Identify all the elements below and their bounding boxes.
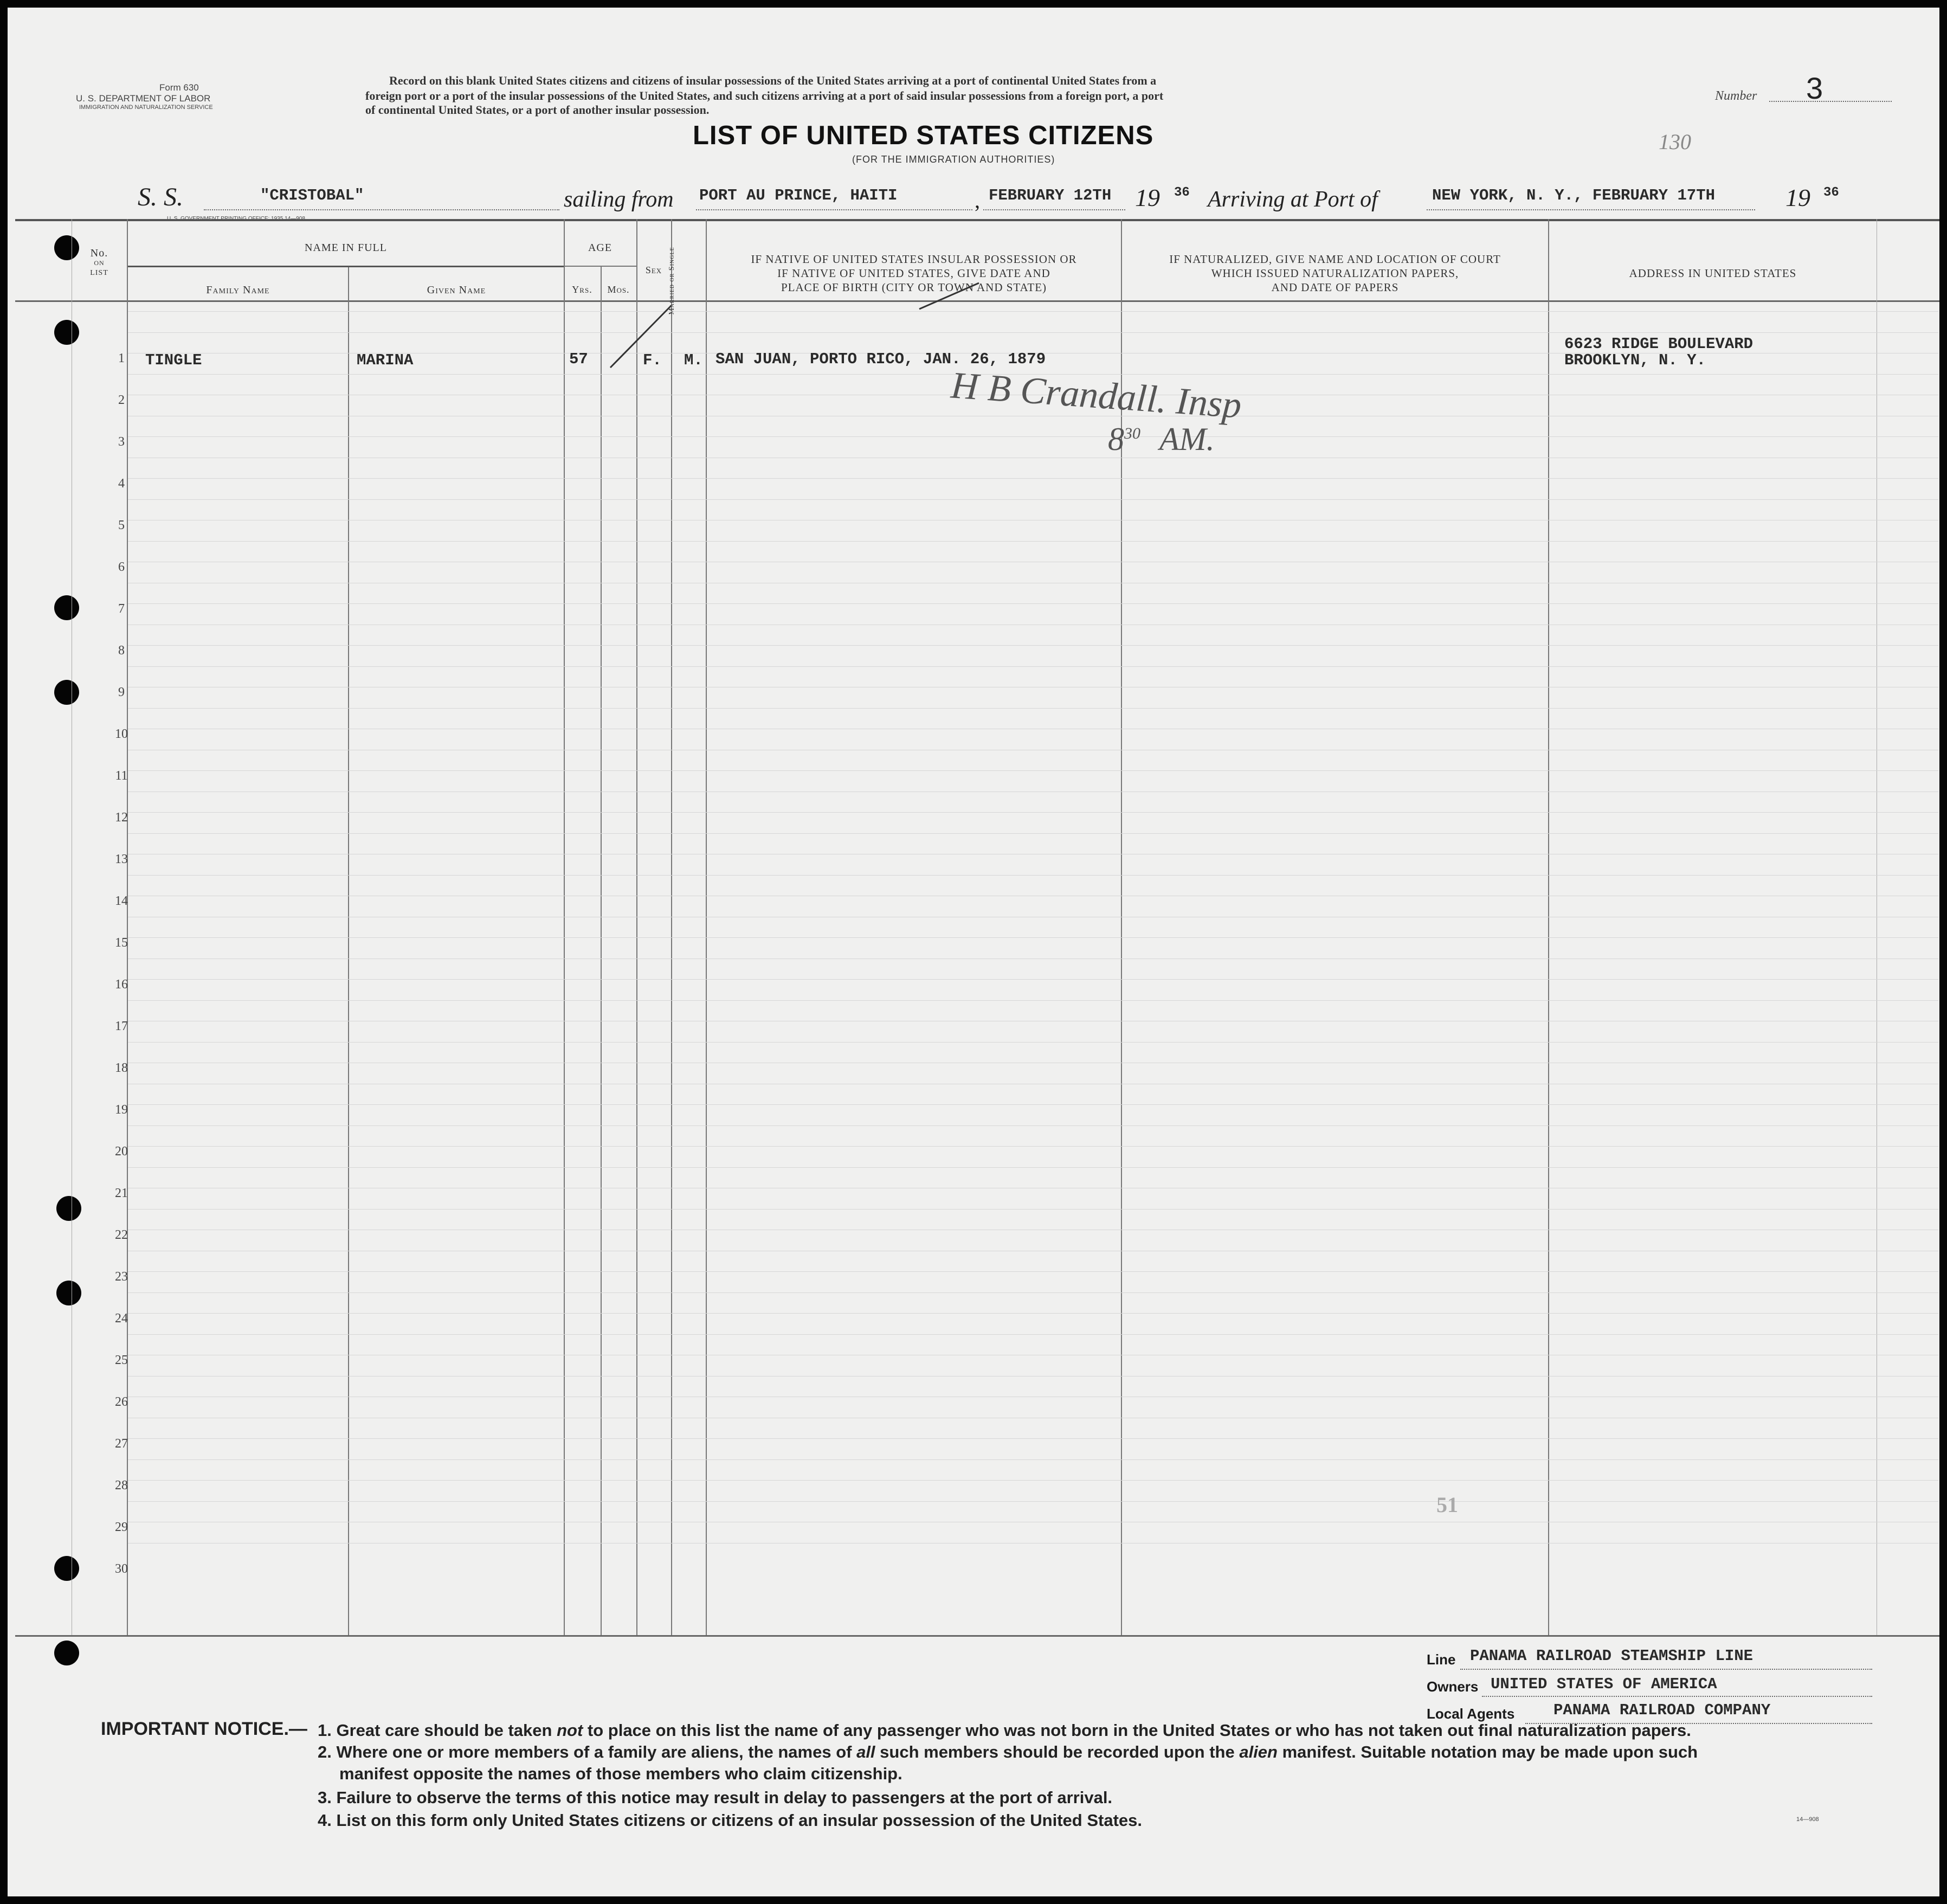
printing-office-note: U. S. GOVERNMENT PRINTING OFFICE: 1935 14—908: [167, 216, 305, 222]
agents-value: PANAMA RAILROAD COMPANY: [1553, 1701, 1771, 1719]
inspection-time-minutes: 30: [1124, 424, 1140, 442]
manifest-page: [8, 8, 1939, 1896]
entry-age-yrs: 57: [569, 350, 588, 368]
row-number: 22: [115, 1228, 128, 1242]
agents-label: Local Agents: [1427, 1706, 1515, 1722]
header-no: No.: [90, 247, 108, 259]
notice-2-num: 2.: [318, 1742, 332, 1761]
row-number: 8: [118, 644, 125, 658]
arrival-port-date: NEW YORK, N. Y., FEBRUARY 17TH: [1432, 186, 1716, 204]
notice-item-1: [318, 1721, 1691, 1740]
notice-1-emphasis: not: [557, 1721, 583, 1740]
sail-date: FEBRUARY 12TH: [989, 186, 1112, 204]
header-native-line3: PLACE OF BIRTH (CITY OR TOWN AND STATE): [781, 281, 1047, 294]
header-yrs: Yrs.: [572, 284, 592, 295]
entry-sex: F.: [643, 351, 662, 369]
row-number: 11: [115, 769, 128, 783]
row-number: 2: [118, 393, 125, 407]
header-sex: Sex: [645, 265, 662, 275]
row-number: 27: [115, 1437, 128, 1451]
notice-2-text-a: Where one or more members of a family are aliens, the names of: [336, 1742, 857, 1761]
form-code: 14—908: [1796, 1816, 1819, 1823]
number-label: Number: [1715, 89, 1757, 103]
arrival-year: 36: [1823, 185, 1839, 200]
notice-2-text-c: manifest. Suitable notation may be made upon such: [1278, 1742, 1698, 1761]
inspection-time: [1108, 421, 1215, 458]
notice-item-4: [318, 1811, 1142, 1830]
header-family-name: Family Name: [206, 284, 270, 296]
entry-family-name: TINGLE: [145, 351, 202, 369]
page-title: LIST OF UNITED STATES CITIZENS: [693, 121, 1154, 150]
row-number: 5: [118, 518, 125, 532]
line-value: PANAMA RAILROAD STEAMSHIP LINE: [1470, 1647, 1753, 1665]
notice-3-num: 3.: [318, 1788, 332, 1807]
header-mos: Mos.: [607, 284, 630, 295]
row-number: 18: [115, 1061, 128, 1075]
department-name: U. S. DEPARTMENT OF LABOR: [76, 93, 211, 104]
line-underline: [1460, 1669, 1872, 1670]
pen-stroke: [610, 306, 671, 368]
ship-name: "CRISTOBAL": [260, 186, 364, 204]
row-number: 15: [115, 936, 128, 950]
form-number: Form 630: [159, 82, 199, 93]
row-number: 13: [115, 852, 128, 866]
line-label: Line: [1427, 1651, 1456, 1668]
pen-stroke: [919, 283, 979, 309]
row-number: 14: [115, 894, 128, 908]
row-number: 29: [115, 1520, 128, 1534]
header-naturalized-line2: WHICH ISSUED NATURALIZATION PAPERS,: [1211, 267, 1459, 280]
owners-label: Owners: [1427, 1678, 1479, 1695]
header-address: ADDRESS IN UNITED STATES: [1629, 267, 1797, 280]
page-subtitle: (FOR THE IMMIGRATION AUTHORITIES): [852, 154, 1055, 165]
notice-1-text-a: Great care should be taken: [336, 1721, 557, 1740]
header-name-in-full: NAME IN FULL: [305, 242, 387, 254]
notice-2-text-b: such members should be recorded upon the: [875, 1742, 1240, 1761]
pen-strokes: [8, 8, 1939, 1896]
row-number: 24: [115, 1311, 128, 1326]
row-number: 28: [115, 1478, 128, 1493]
entry-marital: M.: [684, 351, 703, 369]
header-naturalized-line3: AND DATE OF PAPERS: [1271, 281, 1399, 294]
header-naturalized-line1: IF NATURALIZED, GIVE NAME AND LOCATION OF COURT: [1169, 253, 1501, 266]
row-number: 23: [115, 1270, 128, 1284]
notice-2-emphasis-1: all: [856, 1742, 875, 1761]
row-number: 7: [118, 602, 125, 616]
notice-item-3: [318, 1788, 1112, 1807]
header-married-or-single: Married or Single: [668, 247, 676, 315]
header-native-line2: IF NATIVE OF UNITED STATES, GIVE DATE AND: [777, 267, 1050, 280]
header-given-name: Given Name: [427, 284, 486, 296]
notice-1-num: 1.: [318, 1721, 332, 1740]
header-age: AGE: [588, 242, 613, 254]
entry-address-line2: BROOKLYN, N. Y.: [1564, 351, 1706, 369]
sail-year-prefix: 19: [1135, 184, 1160, 211]
row-number: 19: [115, 1103, 128, 1117]
row-number: 3: [118, 435, 125, 449]
header-list: LIST: [90, 269, 108, 277]
comma: ,: [975, 188, 980, 213]
row-number: 26: [115, 1395, 128, 1409]
service-name: IMMIGRATION AND NATURALIZATION SERVICE: [79, 104, 213, 111]
stamp-number: 51: [1436, 1493, 1458, 1517]
instructions-line-1: Record on this blank United States citizens and citizens of insular possessions of the United States arriving at a port of continental United States from a: [389, 74, 1157, 87]
row-number: 4: [118, 477, 125, 491]
header-on: ON: [94, 259, 105, 267]
row-number: 20: [115, 1144, 128, 1159]
instructions-line-3: of continental United States, or a port of another insular possession.: [365, 103, 710, 117]
from-port: PORT AU PRINCE, HAITI: [699, 186, 898, 204]
row-number: 25: [115, 1353, 128, 1367]
row-number: 16: [115, 977, 128, 992]
inspection-time-hour: 8: [1108, 421, 1124, 457]
row-number: 9: [118, 685, 125, 699]
sailing-from-label: sailing from: [564, 187, 674, 212]
header-native-line1: IF NATIVE OF UNITED STATES INSULAR POSSESSION OR: [751, 253, 1077, 266]
row-number: 21: [115, 1186, 128, 1200]
number-value: 3: [1806, 71, 1823, 105]
instructions-line-2: foreign port or a port of the insular possessions of the United States, and such citizens arriving at a port of said insular possessions from a foreign port, a port: [365, 89, 1164, 102]
row-number: 10: [115, 727, 128, 741]
row-number: 12: [115, 811, 128, 825]
notice-item-2-continued: manifest opposite the names of those members who claim citizenship.: [339, 1764, 902, 1783]
sail-year: 36: [1174, 185, 1190, 200]
entry-birth: SAN JUAN, PORTO RICO, JAN. 26, 1879: [715, 350, 1046, 368]
notice-3-text: Failure to observe the terms of this notice may result in delay to passengers at the port of arrival.: [336, 1788, 1113, 1807]
notice-4-text: List on this form only United States citizens or citizens of an insular possession of the United States.: [336, 1811, 1143, 1830]
notice-4-num: 4.: [318, 1811, 332, 1830]
notice-2-emphasis-2: alien: [1239, 1742, 1278, 1761]
row-number: 17: [115, 1019, 128, 1033]
arrival-year-prefix: 19: [1785, 184, 1810, 211]
owners-underline: [1482, 1696, 1872, 1697]
corner-handwritten-number: 130: [1659, 130, 1691, 154]
inspection-time-ampm: AM.: [1159, 421, 1215, 457]
notice-1-text-b: to place on this list the name of any passenger who was not born in the United States or who has not taken out final naturalization papers.: [583, 1721, 1691, 1740]
owners-value: UNITED STATES OF AMERICA: [1491, 1675, 1717, 1693]
entry-address-line1: 6623 RIDGE BOULEVARD: [1564, 335, 1753, 353]
arriving-label: Arriving at Port of: [1208, 187, 1378, 212]
entry-given-name: MARINA: [357, 351, 414, 369]
notice-item-2: [318, 1742, 1698, 1762]
row-number: 30: [115, 1562, 128, 1576]
notice-heading: IMPORTANT NOTICE.—: [101, 1719, 307, 1739]
row-number: 1: [118, 351, 125, 365]
inspector-signature: H B Crandall. Insp: [950, 364, 1243, 427]
ss-label: S. S.: [138, 183, 183, 211]
row-number: 6: [118, 560, 125, 574]
